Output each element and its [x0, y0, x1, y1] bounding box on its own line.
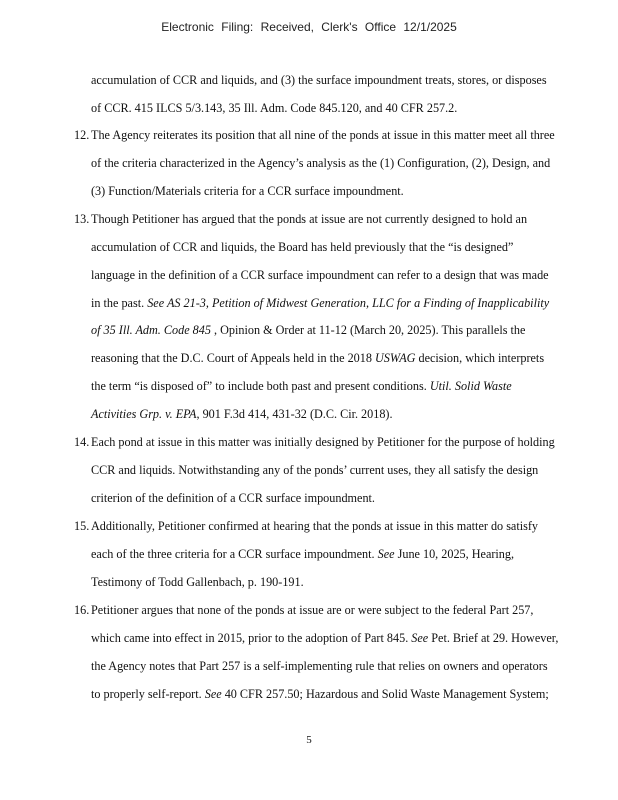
- signal-word-see: See: [377, 547, 395, 561]
- page-number: 5: [306, 734, 312, 746]
- text-fragment: which came into effect in 2015, prior to the adoption of Part 845.: [91, 631, 409, 645]
- text-line: The Agency reiterates its position that all nine of the ponds at issue in this matter meet all three: [91, 128, 555, 142]
- text-fragment: to properly self-report.: [91, 687, 202, 701]
- text-line: accumulation of CCR and liquids, the Board has held previously that the “is designed”: [91, 240, 514, 254]
- text-fragment: Pet. Brief at 29. However,: [431, 631, 559, 645]
- paragraph-number-15: 15.: [74, 519, 90, 533]
- text-line: criterion of the definition of a CCR surface impoundment.: [91, 491, 375, 505]
- paragraph-number-14: 14.: [74, 435, 90, 449]
- text-fragment: reasoning that the D.C. Court of Appeals held in the 2018: [91, 351, 372, 365]
- text-fragment: in the past.: [91, 296, 145, 310]
- text-line: language in the definition of a CCR surface impoundment can refer to a design that was made: [91, 268, 549, 282]
- paragraph-number-12: 12.: [74, 128, 90, 142]
- electronic-filing-header: Electronic Filing: Received, Clerk's Office 12/1/2025: [161, 20, 457, 34]
- case-citation: of 35 Ill. Adm. Code 845: [91, 323, 211, 337]
- text-fragment: decision, which interprets: [418, 351, 545, 365]
- text-line: Though Petitioner has argued that the ponds at issue are not currently designed to hold an: [91, 212, 528, 226]
- text-fragment: , Opinion & Order at 11-12 (March 20, 2025). This parallels the: [214, 323, 526, 337]
- case-citation: Util. Solid Waste: [429, 379, 512, 393]
- paragraph-number-16: 16.: [74, 603, 90, 617]
- text-line: of the criteria characterized in the Agency’s analysis as the (1) Configuration, (2), Design, and: [91, 156, 551, 170]
- text-line: [91, 687, 549, 701]
- text-fragment: June 10, 2025, Hearing,: [397, 547, 515, 561]
- text-line: (3) Function/Materials criteria for a CCR surface impoundment.: [91, 184, 404, 198]
- case-name: USWAG: [375, 351, 416, 365]
- text-line: Each pond at issue in this matter was initially designed by Petitioner for the purpose of holding: [91, 435, 555, 449]
- case-citation: See AS 21-3, Petition of Midwest Generation, LLC for a Finding of Inapplicability: [147, 296, 550, 310]
- text-line: Additionally, Petitioner confirmed at hearing that the ponds at issue in this matter do satisfy: [91, 519, 539, 533]
- text-fragment: 40 CFR 257.50; Hazardous and Solid Waste Management System;: [224, 687, 549, 701]
- text-fragment: each of the three criteria for a CCR surface impoundment.: [91, 547, 375, 561]
- text-line: [91, 547, 514, 561]
- case-citation: Activities Grp. v. EPA: [91, 407, 197, 421]
- text-line: Testimony of Todd Gallenbach, p. 190-191.: [91, 575, 304, 589]
- text-line: [91, 631, 558, 645]
- text-line: accumulation of CCR and liquids, and (3) the surface impoundment treats, stores, or disposes: [91, 73, 547, 87]
- text-line: CCR and liquids. Notwithstanding any of the ponds’ current uses, they all satisfy the design: [91, 463, 539, 477]
- text-line: [91, 407, 393, 421]
- signal-word-see: See: [204, 687, 222, 701]
- text-fragment: the term “is disposed of” to include both past and present conditions.: [91, 379, 427, 393]
- text-fragment: , 901 F.3d 414, 431-32 (D.C. Cir. 2018).: [196, 407, 393, 421]
- text-line: [91, 296, 549, 310]
- text-line: the Agency notes that Part 257 is a self-implementing rule that relies on owners and operators: [91, 659, 548, 673]
- text-line: Petitioner argues that none of the ponds at issue are or were subject to the federal Part 257,: [91, 603, 534, 617]
- text-line: [91, 351, 544, 365]
- paragraph-number-13: 13.: [74, 212, 90, 226]
- signal-word-see: See: [411, 631, 429, 645]
- text-line: of CCR. 415 ILCS 5/3.143, 35 Ill. Adm. Code 845.120, and 40 CFR 257.2.: [91, 101, 458, 115]
- text-line: [91, 323, 525, 337]
- text-line: [91, 379, 512, 393]
